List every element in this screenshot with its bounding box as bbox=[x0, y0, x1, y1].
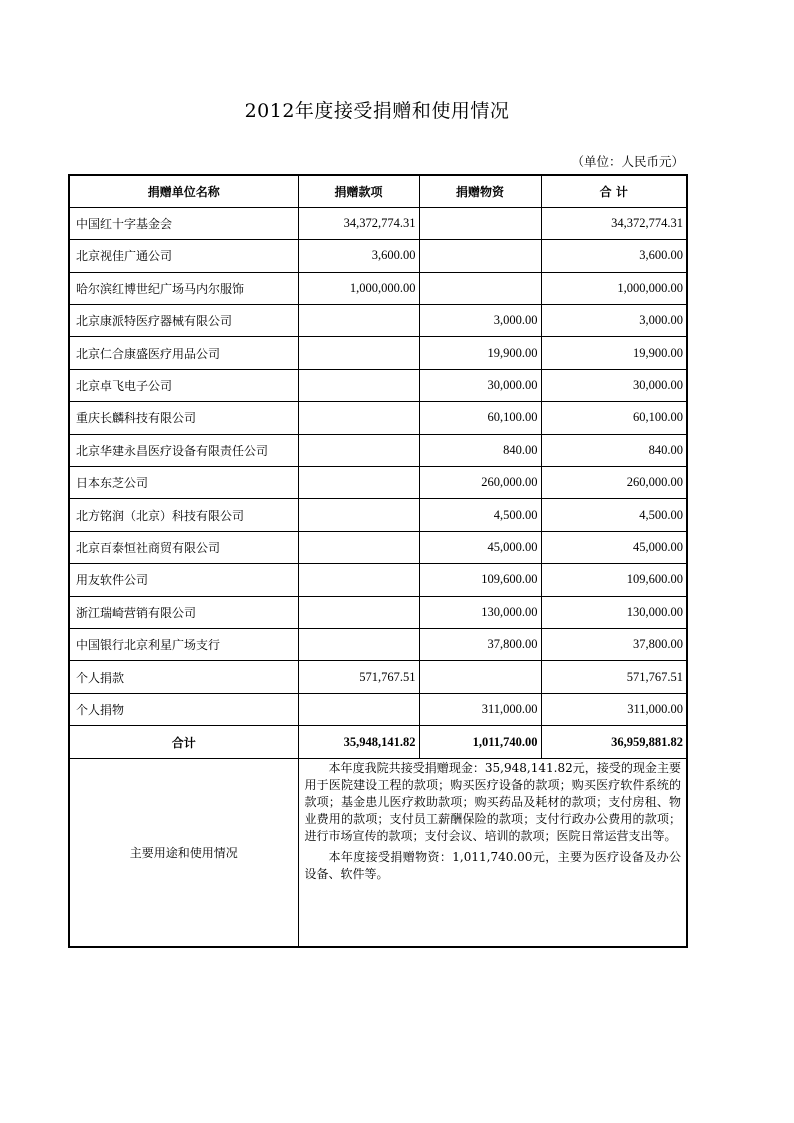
currency-unit-note: （单位：人民币元） bbox=[571, 154, 684, 169]
header-goods-donation: 捐赠物资 bbox=[419, 175, 541, 207]
cash-cell: 3,600.00 bbox=[298, 240, 419, 272]
row-total-cell: 130,000.00 bbox=[541, 596, 687, 628]
donor-name-cell: 中国银行北京利星广场支行 bbox=[69, 628, 298, 660]
row-total-cell: 260,000.00 bbox=[541, 467, 687, 499]
table-row bbox=[69, 434, 687, 466]
donor-name-cell: 用友软件公司 bbox=[69, 564, 298, 596]
goods-cell: 311,000.00 bbox=[419, 693, 541, 725]
goods-cell bbox=[419, 207, 541, 239]
goods-cell: 4,500.00 bbox=[419, 499, 541, 531]
row-total-cell: 4,500.00 bbox=[541, 499, 687, 531]
table-row bbox=[69, 240, 687, 272]
table-row bbox=[69, 467, 687, 499]
header-cash-donation: 捐赠款项 bbox=[298, 175, 419, 207]
table-row bbox=[69, 305, 687, 337]
row-total-cell: 34,372,774.31 bbox=[541, 207, 687, 239]
total-sum: 36,959,881.82 bbox=[541, 726, 687, 759]
goods-cell: 260,000.00 bbox=[419, 467, 541, 499]
total-label: 合计 bbox=[69, 726, 298, 759]
cash-cell bbox=[298, 499, 419, 531]
donor-name-cell: 个人捐款 bbox=[69, 661, 298, 693]
cash-cell bbox=[298, 402, 419, 434]
donor-name-cell: 哈尔滨红博世纪广场马内尔服饰 bbox=[69, 272, 298, 304]
goods-cell: 37,800.00 bbox=[419, 628, 541, 660]
donor-name-cell: 北京康派特医疗器械有限公司 bbox=[69, 305, 298, 337]
table-row bbox=[69, 661, 687, 693]
donor-name-cell: 重庆长麟科技有限公司 bbox=[69, 402, 298, 434]
goods-cell: 45,000.00 bbox=[419, 531, 541, 563]
goods-cell bbox=[419, 272, 541, 304]
table-row bbox=[69, 337, 687, 369]
row-total-cell: 19,900.00 bbox=[541, 337, 687, 369]
row-total-cell: 60,100.00 bbox=[541, 402, 687, 434]
goods-cell bbox=[419, 661, 541, 693]
donor-name-cell: 北京百泰恒社商贸有限公司 bbox=[69, 531, 298, 563]
donation-table bbox=[68, 174, 688, 948]
table-row bbox=[69, 402, 687, 434]
donor-name-cell: 北京华建永昌医疗设备有限责任公司 bbox=[69, 434, 298, 466]
goods-cell: 19,900.00 bbox=[419, 337, 541, 369]
cash-cell bbox=[298, 305, 419, 337]
cash-cell bbox=[298, 596, 419, 628]
donor-name-cell: 北京卓飞电子公司 bbox=[69, 369, 298, 401]
goods-cell bbox=[419, 240, 541, 272]
table-row bbox=[69, 272, 687, 304]
donor-name-cell: 日本东芝公司 bbox=[69, 467, 298, 499]
usage-row bbox=[69, 759, 687, 947]
table-header-row bbox=[69, 175, 687, 207]
goods-cell: 130,000.00 bbox=[419, 596, 541, 628]
cash-cell bbox=[298, 337, 419, 369]
cash-cell bbox=[298, 564, 419, 596]
table-row bbox=[69, 628, 687, 660]
cash-cell bbox=[298, 467, 419, 499]
goods-cell: 109,600.00 bbox=[419, 564, 541, 596]
donor-name-cell: 中国红十字基金会 bbox=[69, 207, 298, 239]
row-total-cell: 1,000,000.00 bbox=[541, 272, 687, 304]
donor-name-cell: 北京仁合康盛医疗用品公司 bbox=[69, 337, 298, 369]
page-title: 2012年度接受捐赠和使用情况 bbox=[244, 100, 510, 122]
table-row bbox=[69, 564, 687, 596]
cash-cell bbox=[298, 531, 419, 563]
row-total-cell: 45,000.00 bbox=[541, 531, 687, 563]
usage-label: 主要用途和使用情况 bbox=[69, 759, 298, 947]
cash-cell: 1,000,000.00 bbox=[298, 272, 419, 304]
usage-paragraph-cash: 本年度我院共接受捐赠现金：35,948,141.82元，接受的现金主要用于医院建设工程的款项；购买医疗设备的款项；购买医疗软件系统的款项；基金患儿医疗救助款项；购买药品及耗材的款项；支付房租、物业费用的款项；支付员工薪酬保险的款项；支付行政办公费用的款项；进行市场宣传的款项；支付会议、培训的款项；医院日常运营支出等。 bbox=[304, 761, 681, 844]
cash-cell: 571,767.51 bbox=[298, 661, 419, 693]
row-total-cell: 37,800.00 bbox=[541, 628, 687, 660]
total-goods: 1,011,740.00 bbox=[419, 726, 541, 759]
cash-cell: 34,372,774.31 bbox=[298, 207, 419, 239]
cash-cell bbox=[298, 628, 419, 660]
donor-name-cell: 北京视佳广通公司 bbox=[69, 240, 298, 272]
cash-cell bbox=[298, 434, 419, 466]
table-row bbox=[69, 499, 687, 531]
donor-name-cell: 个人捐物 bbox=[69, 693, 298, 725]
table-row bbox=[69, 693, 687, 725]
usage-paragraph-goods: 本年度接受捐赠物资：1,011,740.00元，主要为医疗设备及办公设备、软件等。 bbox=[304, 850, 681, 882]
donor-name-cell: 北方铭润（北京）科技有限公司 bbox=[69, 499, 298, 531]
row-total-cell: 571,767.51 bbox=[541, 661, 687, 693]
table-row bbox=[69, 596, 687, 628]
goods-cell: 30,000.00 bbox=[419, 369, 541, 401]
header-total: 合 计 bbox=[541, 175, 687, 207]
total-row bbox=[69, 726, 687, 759]
goods-cell: 840.00 bbox=[419, 434, 541, 466]
row-total-cell: 311,000.00 bbox=[541, 693, 687, 725]
cash-cell bbox=[298, 693, 419, 725]
row-total-cell: 3,000.00 bbox=[541, 305, 687, 337]
table-row bbox=[69, 531, 687, 563]
donor-name-cell: 浙江瑞崎营销有限公司 bbox=[69, 596, 298, 628]
total-cash: 35,948,141.82 bbox=[298, 726, 419, 759]
usage-description bbox=[298, 759, 687, 947]
row-total-cell: 3,600.00 bbox=[541, 240, 687, 272]
table-row bbox=[69, 369, 687, 401]
table-row bbox=[69, 207, 687, 239]
row-total-cell: 840.00 bbox=[541, 434, 687, 466]
goods-cell: 60,100.00 bbox=[419, 402, 541, 434]
row-total-cell: 109,600.00 bbox=[541, 564, 687, 596]
cash-cell bbox=[298, 369, 419, 401]
goods-cell: 3,000.00 bbox=[419, 305, 541, 337]
header-donor-name: 捐赠单位名称 bbox=[69, 175, 298, 207]
row-total-cell: 30,000.00 bbox=[541, 369, 687, 401]
